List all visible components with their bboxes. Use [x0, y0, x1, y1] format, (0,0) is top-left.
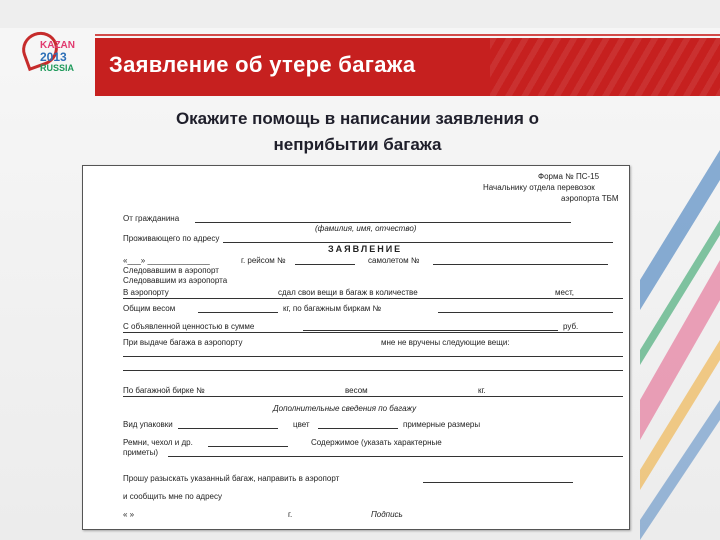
form-recipient-1: Начальнику отдела перевозок [483, 183, 595, 192]
form-value: С объявленной ценностью в сумме [123, 322, 255, 331]
form-heading: ЗАЯВЛЕНИЕ [328, 244, 403, 254]
form-issue: При выдаче багажа в аэропорту [123, 338, 243, 347]
form-recipient-2: аэропорта ТБМ [561, 194, 619, 203]
form-pack-type: Вид упаковки [123, 420, 173, 429]
form-flight: г. рейсом № [241, 256, 286, 265]
form-kg-2: кг. [478, 386, 486, 395]
form-handed: сдал свои вещи в багаж в количестве [278, 288, 418, 297]
form-line [178, 428, 278, 429]
form-line [168, 456, 623, 457]
form-from: От гражданина [123, 214, 180, 223]
form-plane: самолетом № [368, 256, 420, 265]
subtitle-line-1: Окажите помощь в написании заявления о [175, 109, 540, 128]
form-not-given: мне не вручены следующие вещи: [381, 338, 510, 347]
header-band [95, 38, 720, 96]
form-line [295, 264, 355, 265]
form-line [123, 370, 623, 371]
form-line [318, 428, 398, 429]
subtitle-line-2: неприбытии багажа [273, 135, 442, 154]
form-tag: По багажной бирке № [123, 386, 205, 395]
header-band-line [95, 34, 720, 36]
form-signature: Подпись [371, 510, 403, 519]
form-line [198, 312, 278, 313]
form-date-line: « » [123, 510, 135, 519]
top-strip [0, 0, 720, 28]
form-line [123, 396, 623, 397]
form-address: Проживающего по адресу [123, 234, 220, 243]
form-fio-caption: (фамилия, имя, отчество) [315, 224, 417, 233]
form-contents: Содержимое (указать характерные [311, 438, 442, 447]
form-line [123, 298, 623, 299]
form-to-airport: Следовавшим из аэропорта [123, 276, 228, 285]
header-band-pattern [490, 38, 720, 96]
form-line [438, 312, 613, 313]
subtitle [95, 106, 620, 158]
form-scan [82, 165, 630, 530]
form-airport: В аэропорту [123, 288, 169, 297]
form-kg: кг, по багажным биркам № [283, 304, 382, 313]
form-request: Прошу разыскать указанный багаж, направить в аэропорт [123, 474, 340, 483]
form-line [123, 356, 623, 357]
form-notify: и сообщить мне по адресу [123, 492, 222, 501]
logo-text-year: 2013 [40, 50, 67, 64]
form-line [123, 332, 623, 333]
kazan-2013-logo [18, 28, 78, 100]
page-title: Заявление об утере багажа [109, 52, 416, 77]
form-number: Форма № ПС-15 [538, 172, 600, 181]
form-line [195, 222, 571, 223]
form-weight-2: весом [345, 386, 368, 395]
logo-text-russia: RUSSIA [40, 63, 75, 73]
form-rub: руб. [563, 322, 579, 331]
form-year: г. [288, 510, 293, 519]
form-from-airport: Следовавшим в аэропорт [123, 266, 219, 275]
form-line [433, 264, 608, 265]
form-line [423, 482, 573, 483]
form-weight: Общим весом [123, 304, 176, 313]
form-color: цвет [293, 420, 310, 429]
form-line [208, 446, 288, 447]
form-line [223, 242, 613, 243]
form-belts: Ремни, чехол и др. [123, 438, 193, 447]
form-pieces: мест, [555, 288, 574, 297]
form-extra: Дополнительные сведения по багажу [273, 404, 417, 413]
form-line [303, 330, 558, 331]
form-marks: примерные размеры [403, 420, 481, 429]
form-date: «___» ______________ [123, 256, 210, 265]
logo-text-kazan: KAZAN [40, 40, 75, 51]
form-signs: приметы) [123, 448, 159, 457]
decorative-stripes [640, 110, 720, 540]
